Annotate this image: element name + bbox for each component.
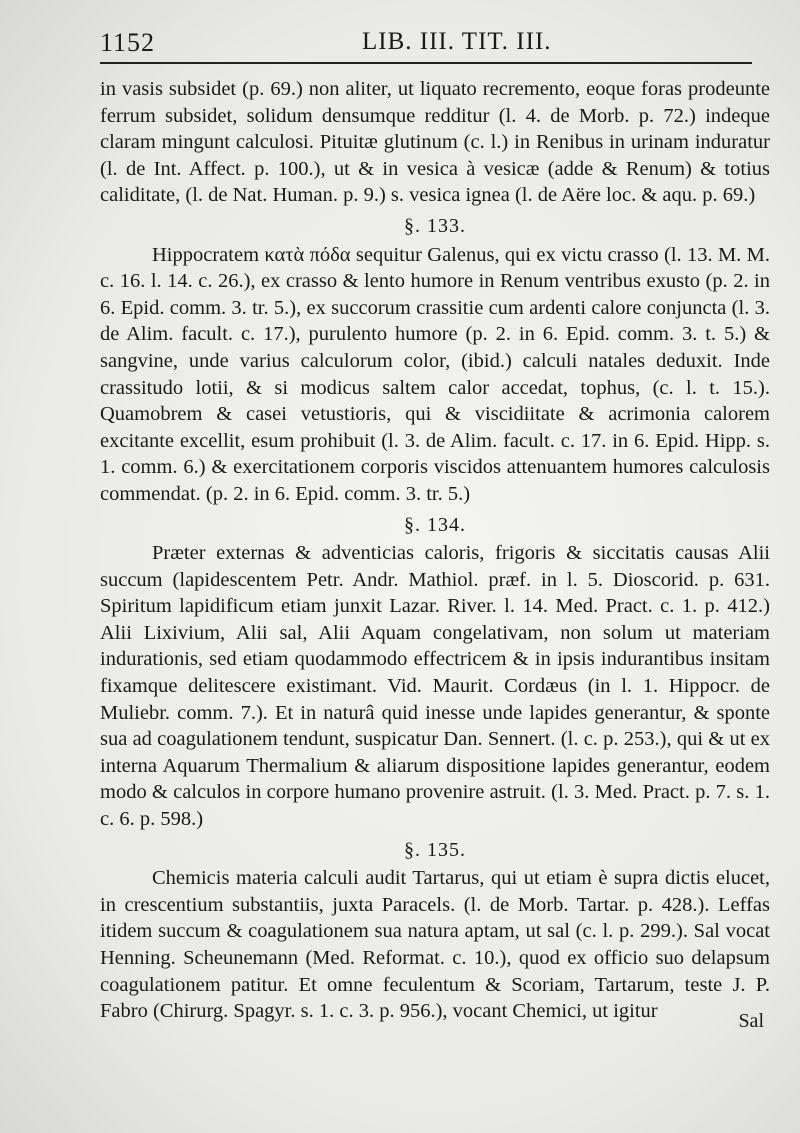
catchword: Sal	[738, 1010, 764, 1032]
paragraph-135: Chemicis materia calculi audit Tartarus, qui ut etiam è supra dictis elucet, in crescentium substantiis, juxta Paracels. (l. de Morb. Tartar. p. 428.). Leffas itidem succum & coagulationem sua natura aptam, ut sal (c. l. p. 299.). Sal vocat Henning. Scheunemann (Med. Reformat. c. 10.), quod ex officio suo delapsum coagulationem patitur. Et omne feculentum & Scoriam, Tartarum, teste J. P. Fabro (Chirurg. Spagyr. s. 1. c. 3. p. 956.), vocant Chemici, ut igitur	[100, 867, 770, 1023]
section-heading-134: §. 134.	[404, 513, 466, 536]
section-heading-135: §. 135.	[404, 838, 466, 861]
body-text	[100, 76, 770, 1025]
paragraph-continuation: in vasis subsidet (p. 69.) non aliter, ut liquato recremento, eoque foras prodeunte ferrum subsidet, solidum densumque redditur (l. 4. de Morb. p. 72.) indeque claram mingunt calculosi. Pituitæ glutinum (c. l.) in Renibus in urinam induratur (l. de Int. Affect. p. 100.), ut & in vesica à vesicæ (adde & Renum) & totius caliditate, (l. de Nat. Human. p. 9.) s. vesica ignea (l. de Aëre loc. & aqu. p. 69.)	[100, 78, 770, 207]
running-head	[100, 22, 752, 64]
paragraph-134: Præter externas & adventicias caloris, frigoris & siccitatis causas Alii succum (lapidescentem Petr. Andr. Mathiol. præf. in l. 5. Dioscorid. p. 631. Spiritum lapidificum etiam junxit Lazar. River. l. 14. Med. Pract. c. 1. p. 412.) Alii Lixivium, Alii sal, Alii Aquam congelativam, non solum ut materiam indurationis, sed etiam quodammodo effectricem & in ipsis indurantibus insitam fixamque delitescere existimant. Vid. Maurit. Cordæus (in l. 1. Hippocr. de Muliebr. comm. 7.). Et in naturâ quid inesse unde lapides generantur, & sponte sua ad coagulationem tendunt, suspicatur Dan. Sennert. (l. c. p. 253.), qui & ut ex interna Aquarum Thermalium & aliarum dispositione lapides generantur, eodem modo & calculos in corpore humano provenire astruit. (l. 3. Med. Pract. p. 7. s. 1. c. 6. p. 598.)	[100, 542, 770, 831]
header-title: LIB. III. TIT. III.	[362, 28, 552, 55]
paragraph-133: Hippocratem κατὰ πόδα sequitur Galenus, qui ex victu crasso (l. 13. M. M. c. 16. l. 14. c. 26.), ex crasso & lento humore in Renum ventribus exusto (p. 2. in 6. Epid. comm. 3. tr. 5.), ex succorum crassitie cum ardenti calore conjuncta (l. 3. de Alim. facult. c. 17.), purulento humore (p. 2. in 6. Epid. comm. 3. t. 5.) & sangvine, unde varius calculorum color, (ibid.) calculi natales deduxit. Inde crassitudo lotii, & si modicus saltem calor accedat, tophus, (c. l. t. 15.). Quamobrem & casei vetustioris, qui & viscidiitate & acrimonia calorem excitante excellit, esum prohibuit (l. 3. de Alim. facult. c. 17. in 6. Epid. Hipp. s. 1. comm. 6.) & exercitationem corporis viscidos attenuantem humores calculosis commendat. (p. 2. in 6. Epid. comm. 3. tr. 5.)	[100, 243, 770, 505]
section-heading-133: §. 133.	[404, 214, 466, 237]
page-number: 1152	[100, 28, 156, 57]
